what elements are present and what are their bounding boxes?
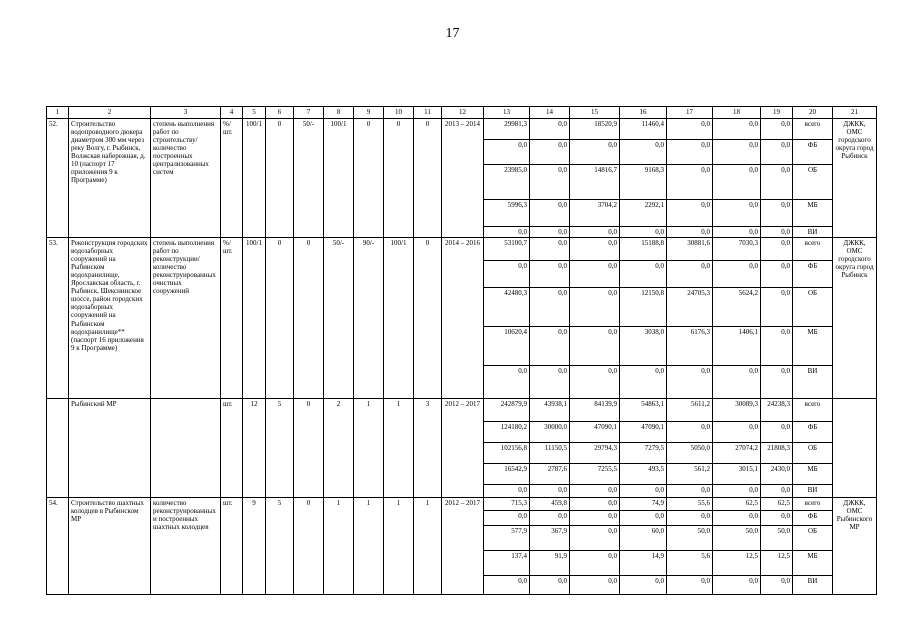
fin-source: ФБ [793, 261, 833, 288]
fin-value: 53100,7 [484, 238, 530, 261]
fin-value: 2292,1 [620, 200, 667, 227]
header-cell: 2 [69, 107, 151, 119]
fin-value: 0,0 [570, 261, 620, 288]
header-cell: 13 [484, 107, 530, 119]
item-value-c5: 9 [243, 498, 266, 595]
item-value-c8: 1 [324, 498, 354, 595]
item-value-c8: 100/1 [324, 119, 354, 238]
fin-value: 0,0 [761, 227, 793, 238]
fin-value: 0,0 [761, 261, 793, 288]
item-value-c10: 1 [384, 399, 414, 498]
fin-value: 5,6 [667, 551, 713, 576]
header-cell: 21 [833, 107, 877, 119]
item-name: Строительство водопроводного дюкера диаметром 300 мм через реку Волгу, г. Рыбинск, Волжская набережная, д. 10 (паспорт 17 приложения 9 к Программе) [69, 119, 151, 238]
fin-value: 0,0 [570, 551, 620, 576]
fin-value: 30881,6 [667, 238, 713, 261]
fin-value: 0,0 [667, 119, 713, 140]
header-cell: 11 [414, 107, 442, 119]
header-cell: 16 [620, 107, 667, 119]
fin-source: всего [793, 238, 833, 261]
fin-value: 84139,9 [570, 399, 620, 422]
header-cell: 17 [667, 107, 713, 119]
fin-value: 2430,0 [761, 464, 793, 485]
item-value-c7: 0 [294, 399, 324, 498]
fin-value: 0,0 [761, 422, 793, 443]
header-cell: 12 [442, 107, 484, 119]
item-value-c9: 1 [354, 399, 384, 498]
item-value-c8: 2 [324, 399, 354, 498]
fin-source: ОБ [793, 288, 833, 327]
fin-value: 0,0 [761, 288, 793, 327]
fin-value: 367,9 [530, 526, 570, 551]
header-cell: 7 [294, 107, 324, 119]
item-period: 2012 – 2017 [442, 498, 484, 595]
header-cell: 5 [243, 107, 266, 119]
fin-value: 1406,1 [713, 327, 761, 366]
fin-value: 30089,3 [713, 399, 761, 422]
fin-value: 0,0 [484, 485, 530, 498]
item-value-c8: 50/- [324, 238, 354, 399]
fin-value: 0,0 [761, 485, 793, 498]
item-value-c5: 100/1 [243, 238, 266, 399]
fin-value: 561,2 [667, 464, 713, 485]
item-indicator: степень выполнения работ по реконструкции/ количество реконструированных очистных сооружений [151, 238, 221, 399]
fin-value: 0,0 [530, 165, 570, 200]
page-number: 17 [445, 26, 460, 41]
fin-value: 2787,6 [530, 464, 570, 485]
item-executor: ДЖКК, ОМС Рыбинского МР [833, 498, 877, 595]
item-value-c11: 1 [414, 498, 442, 595]
fin-value: 7279,5 [620, 443, 667, 464]
fin-value: 0,0 [620, 485, 667, 498]
fin-value: 0,0 [530, 511, 570, 526]
fin-value: 0,0 [667, 576, 713, 595]
item-value-c7: 0 [294, 498, 324, 595]
fin-value: 47090,1 [620, 422, 667, 443]
fin-value: 14816,7 [570, 165, 620, 200]
item-period: 2012 – 2017 [442, 399, 484, 498]
fin-value: 0,0 [530, 238, 570, 261]
fin-value: 0,0 [570, 576, 620, 595]
fin-value: 459,8 [530, 498, 570, 511]
fin-value: 29981,3 [484, 119, 530, 140]
fin-value: 11460,4 [620, 119, 667, 140]
fin-source: всего [793, 498, 833, 511]
item-name: Реконструкция городских водозаборных сооружений на Рыбинском водохранилище, Ярославская область, г. Рыбинск, Шекснинское шоссе, район городских водозаборных сооружений на Рыбинском водохранилище** (паспорт 16 приложения 9 к Программе) [69, 238, 151, 399]
fin-value: 0,0 [484, 366, 530, 399]
header-cell: 1 [47, 107, 69, 119]
fin-source: МБ [793, 327, 833, 366]
fin-value: 0,0 [713, 576, 761, 595]
header-cell: 14 [530, 107, 570, 119]
fin-value: 0,0 [713, 366, 761, 399]
fin-value: 0,0 [761, 511, 793, 526]
fin-value: 5050,0 [667, 443, 713, 464]
fin-value: 0,0 [667, 227, 713, 238]
item-value-c6: 0 [266, 238, 294, 399]
fin-value: 74,9 [620, 498, 667, 511]
fin-value: 7255,5 [570, 464, 620, 485]
fin-value: 0,0 [570, 498, 620, 511]
fin-source: МБ [793, 200, 833, 227]
fin-source: ВИ [793, 485, 833, 498]
fin-value: 242879,9 [484, 399, 530, 422]
fin-value: 11150,5 [530, 443, 570, 464]
fin-source: ФБ [793, 422, 833, 443]
item-unit: %/ шт. [221, 238, 243, 399]
fin-source: всего [793, 399, 833, 422]
fin-value: 0,0 [570, 227, 620, 238]
item-value-c7: 0 [294, 238, 324, 399]
fin-value: 0,0 [667, 165, 713, 200]
item-period: 2013 – 2014 [442, 119, 484, 238]
fin-value: 0,0 [761, 165, 793, 200]
fin-value: 0,0 [484, 140, 530, 165]
fin-value: 7030,3 [713, 238, 761, 261]
fin-value: 9168,3 [620, 165, 667, 200]
fin-value: 47090,1 [570, 422, 620, 443]
table-row [47, 119, 877, 140]
item-value-c7: 50/- [294, 119, 324, 238]
item-period: 2014 – 2016 [442, 238, 484, 399]
item-value-c10: 0 [384, 119, 414, 238]
fin-value: 137,4 [484, 551, 530, 576]
item-unit: шт. [221, 498, 243, 595]
item-indicator [151, 399, 221, 498]
fin-value: 24238,3 [761, 399, 793, 422]
fin-source: ФБ [793, 140, 833, 165]
item-value-c11: 0 [414, 119, 442, 238]
fin-value: 0,0 [713, 511, 761, 526]
fin-value: 0,0 [713, 227, 761, 238]
item-indicator: степень выполнения работ по строительству/ количество построенных централизованных систем [151, 119, 221, 238]
fin-value: 0,0 [620, 366, 667, 399]
fin-value: 0,0 [570, 140, 620, 165]
fin-value: 3704,2 [570, 200, 620, 227]
item-indicator: количество реконструированных и построенных шахтных колодцев [151, 498, 221, 595]
fin-value: 0,0 [761, 119, 793, 140]
fin-value: 0,0 [667, 511, 713, 526]
fin-value: 0,0 [570, 366, 620, 399]
item-value-c5: 12 [243, 399, 266, 498]
fin-value: 0,0 [570, 288, 620, 327]
table-row [47, 238, 877, 261]
fin-value: 42480,3 [484, 288, 530, 327]
fin-value: 50,0 [667, 526, 713, 551]
item-executor: ДЖКК, ОМС городского округа город Рыбинск [833, 238, 877, 399]
fin-value: 18520,9 [570, 119, 620, 140]
fin-value: 0,0 [530, 366, 570, 399]
program-table [46, 106, 877, 595]
item-value-c11: 3 [414, 399, 442, 498]
fin-value: 0,0 [570, 511, 620, 526]
fin-value: 0,0 [667, 485, 713, 498]
fin-value: 0,0 [761, 327, 793, 366]
header-cell: 18 [713, 107, 761, 119]
fin-value: 577,9 [484, 526, 530, 551]
item-value-c10: 1 [384, 498, 414, 595]
fin-value: 50,0 [761, 526, 793, 551]
item-value-c9: 1 [354, 498, 384, 595]
header-cell: 15 [570, 107, 620, 119]
header-cell: 9 [354, 107, 384, 119]
fin-value: 27074,2 [713, 443, 761, 464]
header-cell: 8 [324, 107, 354, 119]
fin-value: 0,0 [484, 511, 530, 526]
fin-value: 0,0 [620, 511, 667, 526]
fin-value: 5624,2 [713, 288, 761, 327]
fin-value: 0,0 [530, 288, 570, 327]
item-number: 54. [47, 498, 69, 595]
fin-value: 0,0 [530, 485, 570, 498]
fin-value: 0,0 [667, 261, 713, 288]
item-number [47, 399, 69, 498]
header-row [47, 107, 877, 119]
fin-value: 0,0 [713, 485, 761, 498]
item-value-c9: 0 [354, 119, 384, 238]
item-number: 52. [47, 119, 69, 238]
fin-value: 55,6 [667, 498, 713, 511]
item-value-c10: 100/1 [384, 238, 414, 399]
item-value-c6: 5 [266, 498, 294, 595]
fin-value: 124180,2 [484, 422, 530, 443]
fin-value: 0,0 [570, 238, 620, 261]
fin-value: 0,0 [713, 119, 761, 140]
item-unit: шт. [221, 399, 243, 498]
item-executor [833, 399, 877, 498]
fin-source: ОБ [793, 165, 833, 200]
fin-source: ОБ [793, 443, 833, 464]
fin-value: 50,0 [713, 526, 761, 551]
fin-value: 16542,9 [484, 464, 530, 485]
fin-value: 0,0 [530, 140, 570, 165]
fin-value: 62,5 [761, 498, 793, 511]
fin-value: 0,0 [484, 576, 530, 595]
header-cell: 20 [793, 107, 833, 119]
item-unit: %/ шт. [221, 119, 243, 238]
fin-value: 102156,8 [484, 443, 530, 464]
fin-source: ВИ [793, 576, 833, 595]
item-value-c5: 100/1 [243, 119, 266, 238]
fin-value: 3038,0 [620, 327, 667, 366]
fin-value: 0,0 [570, 485, 620, 498]
header-cell: 4 [221, 107, 243, 119]
fin-value: 12,5 [713, 551, 761, 576]
fin-value: 10620,4 [484, 327, 530, 366]
fin-value: 0,0 [620, 261, 667, 288]
fin-source: ФБ [793, 511, 833, 526]
fin-value: 60,0 [620, 526, 667, 551]
fin-value: 0,0 [761, 238, 793, 261]
fin-value: 91,9 [530, 551, 570, 576]
fin-value: 3015,1 [713, 464, 761, 485]
fin-value: 5996,3 [484, 200, 530, 227]
item-number: 53. [47, 238, 69, 399]
header-cell: 10 [384, 107, 414, 119]
fin-value: 0,0 [713, 261, 761, 288]
item-name: Строительство шахтных колодцев в Рыбинском МР [69, 498, 151, 595]
fin-value: 0,0 [570, 526, 620, 551]
fin-value: 23985,0 [484, 165, 530, 200]
fin-value: 0,0 [530, 227, 570, 238]
fin-value: 5611,2 [667, 399, 713, 422]
fin-value: 24705,3 [667, 288, 713, 327]
fin-source: ВИ [793, 366, 833, 399]
fin-value: 0,0 [667, 366, 713, 399]
item-value-c9: 90/- [354, 238, 384, 399]
fin-value: 0,0 [667, 422, 713, 443]
fin-value: 0,0 [530, 200, 570, 227]
fin-source: всего [793, 119, 833, 140]
fin-value: 0,0 [761, 140, 793, 165]
fin-value: 0,0 [484, 261, 530, 288]
fin-value: 715,3 [484, 498, 530, 511]
fin-value: 0,0 [761, 366, 793, 399]
fin-value: 29794,3 [570, 443, 620, 464]
fin-value: 0,0 [667, 200, 713, 227]
fin-value: 12,5 [761, 551, 793, 576]
header-cell: 3 [151, 107, 221, 119]
fin-value: 30000,0 [530, 422, 570, 443]
table-row [47, 498, 877, 511]
fin-value: 0,0 [713, 200, 761, 227]
fin-value: 0,0 [530, 327, 570, 366]
fin-value: 0,0 [620, 227, 667, 238]
fin-value: 62,5 [713, 498, 761, 511]
fin-source: ОБ [793, 526, 833, 551]
fin-value: 0,0 [530, 119, 570, 140]
item-value-c6: 5 [266, 399, 294, 498]
fin-value: 0,0 [530, 261, 570, 288]
fin-value: 493,5 [620, 464, 667, 485]
fin-value: 0,0 [713, 165, 761, 200]
item-value-c6: 0 [266, 119, 294, 238]
table-row [47, 399, 877, 422]
header-cell: 6 [266, 107, 294, 119]
fin-value: 0,0 [570, 327, 620, 366]
fin-value: 0,0 [530, 576, 570, 595]
fin-value: 0,0 [620, 576, 667, 595]
item-name: Рыбинский МР [69, 399, 151, 498]
header-cell: 19 [761, 107, 793, 119]
fin-value: 0,0 [484, 227, 530, 238]
item-executor: ДЖКК, ОМС городского округа город Рыбинск [833, 119, 877, 238]
fin-source: МБ [793, 551, 833, 576]
fin-source: МБ [793, 464, 833, 485]
fin-value: 12150,8 [620, 288, 667, 327]
item-value-c11: 0 [414, 238, 442, 399]
fin-value: 0,0 [713, 140, 761, 165]
fin-value: 43938,1 [530, 399, 570, 422]
fin-value: 0,0 [667, 140, 713, 165]
fin-value: 0,0 [620, 140, 667, 165]
fin-value: 54863,1 [620, 399, 667, 422]
fin-value: 6176,3 [667, 327, 713, 366]
fin-value: 21808,3 [761, 443, 793, 464]
fin-value: 14,9 [620, 551, 667, 576]
fin-source: ВИ [793, 227, 833, 238]
fin-value: 0,0 [761, 200, 793, 227]
fin-value: 15188,8 [620, 238, 667, 261]
fin-value: 0,0 [761, 576, 793, 595]
fin-value: 0,0 [713, 422, 761, 443]
